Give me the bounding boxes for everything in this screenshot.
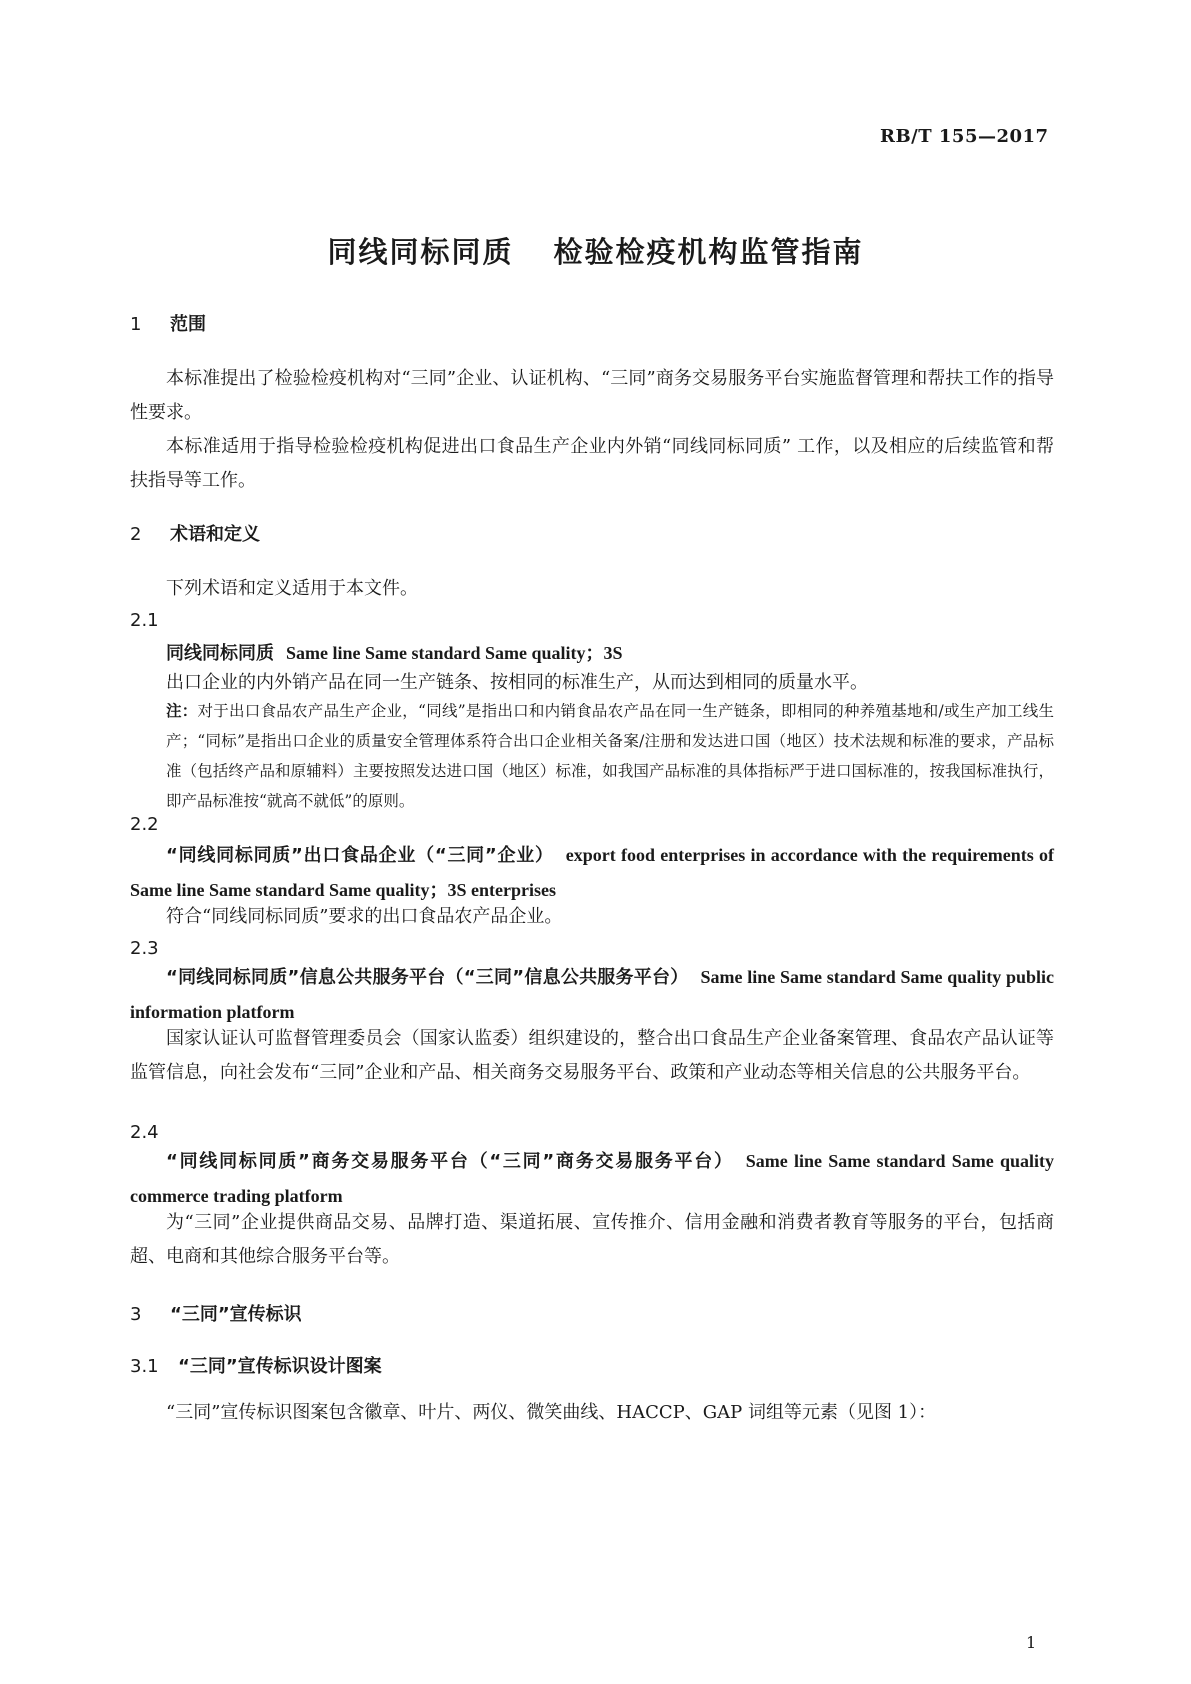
- term-zh: “同线同标同质”信息公共服务平台（“三同”信息公共服务平台）: [166, 967, 689, 988]
- note-text: 对于出口食品农产品生产企业，“同线”是指出口和内销食品农产品在同一生产链条，即相同的种养殖基地和/或生产加工线生产；“同标”是指出口企业的质量安全管理体系符合出口企业相关备案/注册和发达进口国（地区）技术法规和标准的要求，产品标准（包括终产品和原辅料）主要按照发达进口国（地区）标准，如我国产品标准的具体指标严于进口国标准的，按我国标准执行，即产品标准按“就高不就低”的原则。: [166, 702, 1054, 810]
- term-zh: “同线同标同质”出口食品企业（“三同”企业）: [166, 845, 554, 866]
- term-zh: 同线同标同质: [166, 643, 274, 664]
- term-2-2-title: [130, 838, 1054, 908]
- section-1-paragraph-2: 本标准适用于指导检验检疫机构促进出口食品生产企业内外销“同线同标同质” 工作，以及相应的后续监管和帮扶指导等工作。: [130, 436, 1054, 491]
- term-zh: “同线同标同质”商务交易服务平台（“三同”商务交易服务平台）: [166, 1151, 734, 1172]
- term-2-2-definition: 符合“同线同标同质”要求的出口食品农产品企业。: [166, 906, 563, 927]
- note-label: 注：: [166, 702, 198, 720]
- term-2-4-definition: 为“三同”企业提供商品交易、品牌打造、渠道拓展、宣传推介、信用金融和消费者教育等服务的平台，包括商超、电商和其他综合服务平台等。: [130, 1212, 1054, 1267]
- section-3-heading: [130, 1300, 302, 1326]
- section-number: 3: [130, 1304, 142, 1325]
- term-2-3-definition: 国家认证认可监督管理委员会（国家认监委）组织建设的，整合出口食品生产企业备案管理、食品农产品认证等监管信息，向社会发布“三同”企业和产品、相关商务交易服务平台、政策和产业动态等相关信息的公共服务平台。: [130, 1028, 1054, 1083]
- term-en: Same line Same standard Same quality public information platform: [130, 967, 1054, 1022]
- section-title: 范围: [170, 314, 206, 335]
- section-2-heading: [130, 520, 260, 546]
- term-2-3-title: [130, 960, 1054, 1030]
- term-2-1-definition: 出口企业的内外销产品在同一生产链条、按相同的标准生产，从而达到相同的质量水平。: [166, 672, 868, 693]
- section-2-intro: 下列术语和定义适用于本文件。: [166, 578, 418, 599]
- section-3-1-paragraph: “三同”宣传标识图案包含徽章、叶片、两仪、微笑曲线、HACCP、GAP 词组等元素（见图 1）：: [166, 1402, 937, 1423]
- page-number: 1: [1026, 1633, 1037, 1652]
- title-part2: 检验检疫机构监管指南: [553, 235, 864, 269]
- term-en: Same line Same standard Same quality；3S: [286, 643, 623, 663]
- section-number: 2: [130, 524, 142, 545]
- term-en: Same line Same standard Same quality commerce trading platform: [130, 1151, 1054, 1206]
- term-2-3-number: 2.3: [130, 938, 159, 959]
- term-2-2-number: 2.2: [130, 814, 159, 835]
- section-number: 1: [130, 314, 142, 335]
- document-title: [0, 230, 1191, 271]
- title-part1: 同线同标同质: [327, 235, 514, 269]
- term-2-1-note: [166, 696, 1054, 816]
- section-number: 3.1: [130, 1356, 159, 1377]
- term-en: export food enterprises in accordance with the requirements of Same line Same standard Same quality；3S enterprises: [130, 845, 1054, 900]
- section-title: “三同”宣传标识设计图案: [178, 1356, 382, 1377]
- section-1-heading: [130, 310, 206, 336]
- term-2-4-number: 2.4: [130, 1122, 159, 1143]
- section-3-1-heading: [130, 1352, 382, 1378]
- section-1-paragraph-1: 本标准提出了检验检疫机构对“三同”企业、认证机构、“三同”商务交易服务平台实施监督管理和帮扶工作的指导性要求。: [130, 368, 1054, 423]
- section-title: “三同”宣传标识: [170, 1304, 302, 1325]
- standard-code: RB/T 155—2017: [880, 126, 1049, 147]
- section-title: 术语和定义: [170, 524, 260, 545]
- term-2-1-number: 2.1: [130, 610, 159, 631]
- term-2-4-title: [130, 1144, 1054, 1214]
